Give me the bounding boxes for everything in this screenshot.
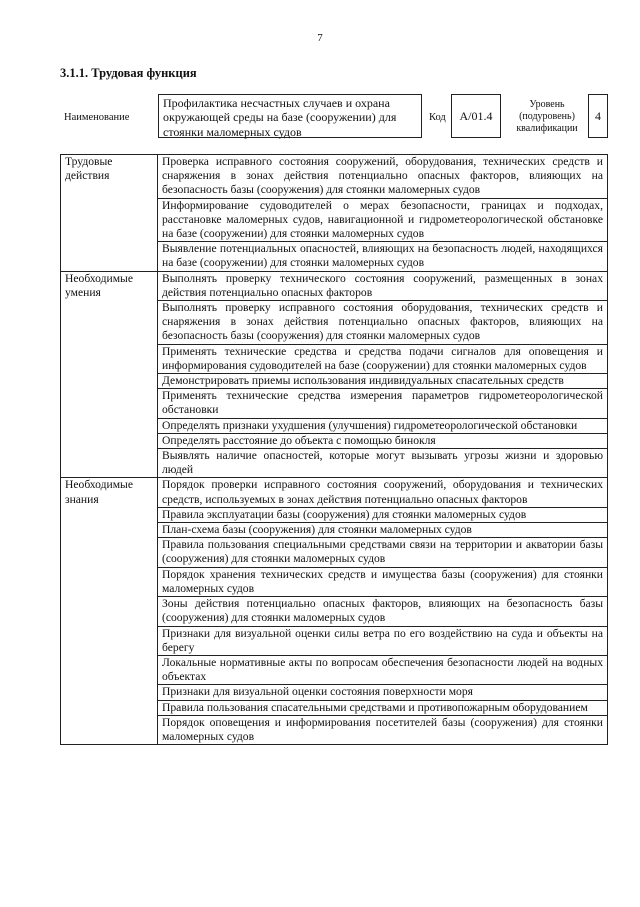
list-item: Порядок хранения технических средств и имущества базы (сооружения) для стоянки маломерных судов [158, 567, 608, 596]
function-header [60, 94, 608, 142]
list-item: Информирование судоводителей о мерах безопасности, границах и подходах, расстановке маломерных судов, навигационной и гидрометеорологической обстановке на базе (сооружении) для стоянки маломерных судов [158, 198, 608, 242]
list-item: Выполнять проверку исправного состояния оборудования, технических средств и снаряжения в зонах действия потенциально опасных факторов, влияющих на безопасность базы (сооружения) для стоянки маломерных судов [158, 301, 608, 345]
list-item: Порядок проверки исправного состояния сооружений, оборудования и технических средств, используемых в зонах действия потенциально опасных факторов [158, 478, 608, 507]
list-item: Правила эксплуатации базы (сооружения) для стоянки маломерных судов [158, 507, 608, 522]
list-item: Правила пользования специальными средствами связи на территории и акватории базы (сооружения) для стоянки маломерных судов [158, 538, 608, 567]
list-item: Проверка исправного состояния сооружений, оборудования, технических средств и снаряжения в зонах действия потенциально опасных факторов, влияющих на безопасность базы (сооружения) для стоянки маломерных судов [158, 155, 608, 199]
level-label: Уровень (подуровень) квалификации [516, 99, 578, 134]
section-title: 3.1.1. Трудовая функция [60, 66, 197, 80]
list-item: Применять технические средства измерения параметров гидрометеорологической обстановки [158, 389, 608, 418]
page-number: 7 [317, 32, 323, 44]
function-table [60, 154, 608, 745]
table-row [61, 155, 608, 199]
list-item: Демонстрировать приемы использования индивидуальных спасательных средств [158, 374, 608, 389]
table-row [61, 271, 608, 300]
list-item: Выполнять проверку технического состояния сооружений, размещенных в зонах действия потенциально опасных факторов [158, 271, 608, 300]
list-item: Признаки для визуальной оценки силы ветра по его воздействию на суда и объекты на берегу [158, 626, 608, 655]
list-item: Определять признаки ухудшения (улучшения) гидрометеорологической обстановки [158, 418, 608, 433]
category-label-actions: Трудовые действия [61, 155, 158, 272]
list-item: План-схема базы (сооружения) для стоянки маломерных судов [158, 523, 608, 538]
list-item: Зоны действия потенциально опасных факторов, влияющих на безопасность базы (сооружения) для стоянки маломерных судов [158, 597, 608, 626]
list-item: Выявление потенциальных опасностей, влияющих на безопасность людей, находящихся на базе (сооружении) для стоянки маломерных судов [158, 242, 608, 271]
list-item: Выявлять наличие опасностей, которые могут вызывать угрозы жизни и здоровью людей [158, 449, 608, 478]
name-value: Профилактика несчастных случаев и охрана окружающей среды на базе (сооружении) для стоянки маломерных судов [158, 94, 422, 138]
level-value: 4 [588, 94, 608, 138]
list-item: Локальные нормативные акты по вопросам обеспечения безопасности людей на водных объектах [158, 655, 608, 684]
name-label: Наименование [64, 112, 130, 123]
list-item: Порядок оповещения и информирования посетителей базы (сооружения) для стоянки маломерных судов [158, 715, 608, 744]
list-item: Применять технические средства и средства подачи сигналов для оповещения и информирования судоводителей на базе (сооружении) для стоянки маломерных судов [158, 344, 608, 373]
list-item: Правила пользования спасательными средствами и противопожарным оборудованием [158, 700, 608, 715]
code-value: А/01.4 [451, 94, 501, 138]
table-row [61, 478, 608, 507]
list-item: Признаки для визуальной оценки состояния поверхности моря [158, 685, 608, 700]
code-label: Код [429, 112, 446, 123]
list-item: Определять расстояние до объекта с помощью бинокля [158, 433, 608, 448]
category-label-knowledge: Необходимые знания [61, 478, 158, 745]
category-label-skills: Необходимые умения [61, 271, 158, 478]
